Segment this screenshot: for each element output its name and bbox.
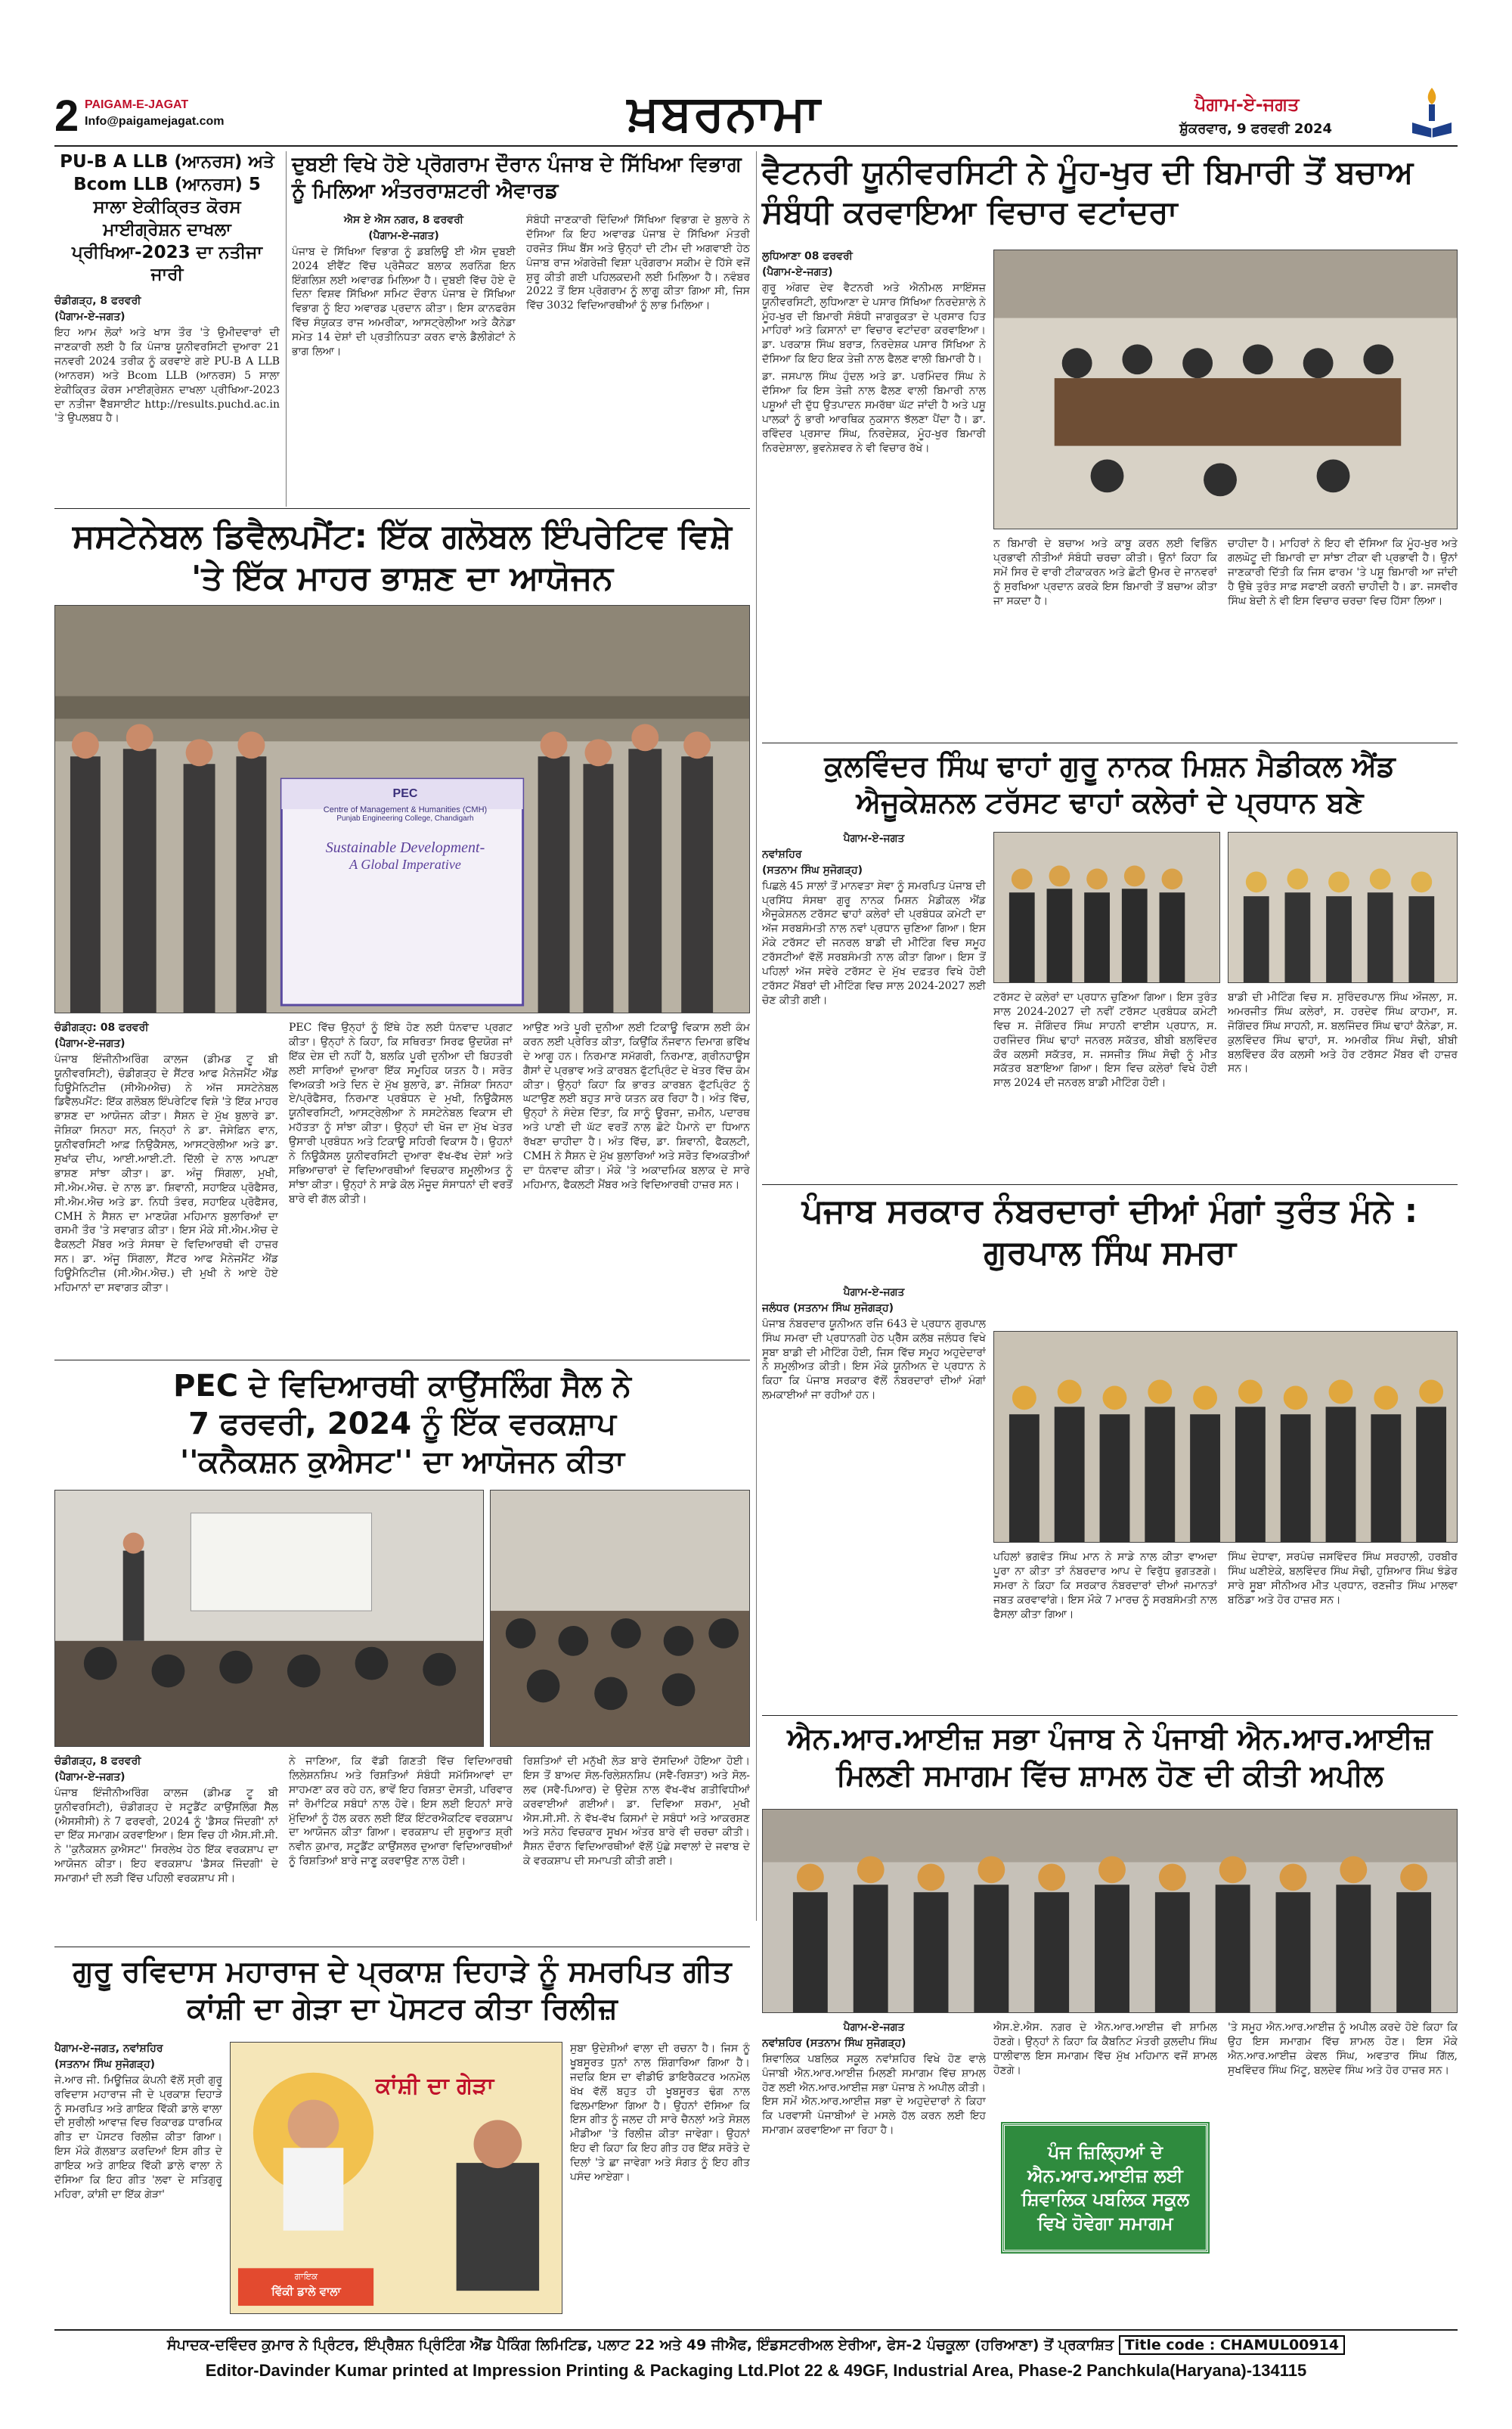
footer-title-code: Title code : CHAMUL00914 bbox=[1119, 2335, 1345, 2355]
sustainable-col1 bbox=[54, 1021, 278, 1354]
footer-rule bbox=[54, 2329, 1458, 2331]
section-title: ਖ਼ਬਰਨਾਮਾ bbox=[627, 83, 822, 142]
pu-result-source: (ਪੈਗਾਮ-ਏ-ਜਗਤ) bbox=[54, 311, 125, 324]
pec-headline-line3: ''ਕਨੈਕਸ਼ਨ ਕੁਐਸਟ'' ਦਾ ਆਯੋਜਨ ਕੀਤਾ bbox=[179, 1444, 624, 1479]
email-address: Info@paigamejagat.com bbox=[85, 115, 225, 128]
sarkar-col2-text: ਪਹਿਲਾਂ ਭਗਵੰਤ ਸਿੰਘ ਮਾਨ ਨੇ ਸਾਡੇ ਨਾਲ ਕੀਤਾ ਵਾਅਦਾ ਪੂਰਾ ਨਾ ਕੀਤਾ ਤਾਂ ਨੰਬਰਦਾਰ ਆਪ ਦੇ ਵਿਰੁੱਧ ਭੁਗਤਣਗੇ। ਸਮਰਾ ਨੇ ਕਿਹਾ ਕਿ ਸਰਕਾਰ ਨੰਬਰਦਾਰਾਂ ਦੀਆਂ ਜਮਾਨਤਾਂ ਜਬਤ ਕਰਵਾਵਾਂਗੇ। ਇਸ ਮੌਕੇ 7 ਮਾਰਚ ਨੂੰ ਸਰਬਸੰਮਤੀ ਨਾਲ ਫੈਸਲਾ ਕੀਤਾ ਗਿਆ। bbox=[993, 1551, 1217, 1621]
sarkar-col1 bbox=[762, 1286, 986, 1709]
pu-result-body: ਇਹ ਆਮ ਲੋਕਾਂ ਅਤੇ ਖਾਸ ਤੌਰ 'ਤੇ ਉਮੀਦਵਾਰਾਂ ਦੀ ਜਾਣਕਾਰੀ ਲਈ ਹੈ ਕਿ ਪੰਜਾਬ ਯੂਨੀਵਰਸਿਟੀ ਦੁਆਰਾ 21 ਜਨਵਰੀ 2024 ਤਰੀਕ ਨੂੰ ਕਰਵਾਏ ਗਏ PU-B A LLB (ਆਨਰਸ) ਅਤੇ Bcom LLB (ਆਨਰਸ) 5 ਸਾਲਾ ਏਕੀਕ੍ਰਿਤ ਕੋਰਸ ਮਾਈਗ੍ਰੇਸ਼ਨ ਦਾਖਲਾ ਪ੍ਰੀਖਿਆ-2023 ਦਾ ਨਤੀਜਾ ਵੈੱਬਸਾਈਟ http://results.puchd.ac.in 'ਤੇ ਉਪਲਬਧ ਹੈ। bbox=[54, 327, 280, 425]
poster-title: ਕਾਂਸ਼ੀ ਦਾ ਗੇੜਾ bbox=[375, 2073, 494, 2099]
pec-workshop-headline bbox=[54, 1367, 750, 1481]
nri-source: ਨਵਾਂਸ਼ਹਿਰ (ਸਤਨਾਮ ਸਿੰਘ ਸੁਜੋਗੜ੍ਹ) bbox=[762, 2037, 906, 2049]
ravidas-song-poster bbox=[230, 2042, 562, 2314]
sustainable-col2-text: PEC ਵਿੱਚ ਉਨ੍ਹਾਂ ਨੂੰ ਇੱਥੇ ਹੋਣ ਲਈ ਧੰਨਵਾਦ ਪ੍ਰਗਟ ਕੀਤਾ। ਉਨ੍ਹਾਂ ਨੇ ਕਿਹਾ, ਕਿ ਸਥਿਰਤਾ ਸਿਰਫ ਉਦਯੋਗ ਜਾਂ ਇੱਕ ਦੇਸ਼ ਦੀ ਨਹੀਂ ਹੈ, ਬਲਕਿ ਪੂਰੀ ਦੁਨੀਆ ਦੀ ਬਿਹਤਰੀ ਲਈ ਸਾਰਿਆਂ ਦੁਆਰਾ ਇੱਕ ਸਮੂਹਿਕ ਯਤਨ ਹੈ। ਸਰੋਤ ਵਿਅਕਤੀ ਅਤੇ ਦਿਨ ਦੇ ਮੁੱਖ ਬੁਲਾਰੇ, ਡਾ. ਜੋਸ਼ਿਕਾ ਸਿਨਹਾ ਏ/ਪ੍ਰੋਫੈਸਰ, ਨਿਰਮਾਣ ਪ੍ਰਬੰਧਨ ਦੇ ਮੁਖੀ, ਨਿਊਕੈਸਲ ਯੂਨੀਵਰਸਿਟੀ, ਆਸਟ੍ਰੇਲੀਆ ਨੇ ਸਸਟੇਨੇਬਲ ਵਿਕਾਸ ਦੀ ਮਹੱਤਤਾ ਨੂੰ ਸਾਂਝਾ ਕੀਤਾ। ਉਨ੍ਹਾਂ ਦੀ ਖੋਜ ਦਾ ਮੁੱਖ ਖੇਤਰ ਉਸਾਰੀ ਪ੍ਰਬੰਧਨ ਅਤੇ ਟਿਕਾਊ ਸਹਿਰੀ ਵਿਕਾਸ ਹੈ। ਉਹਨਾਂ ਨੇ ਨਿਊਕੈਸਲ ਯੂਨੀਵਰਸਿਟੀ ਦੁਆਰਾ ਵੱਖ-ਵੱਖ ਦੇਸ਼ਾਂ ਅਤੇ ਸਭਿਆਚਾਰਾਂ ਦੇ ਵਿਦਿਆਰਥੀਆਂ ਵਿਚਕਾਰ ਸ਼ਮੂਲੀਅਤ ਨੂੰ ਸਾਂਝਾ ਕੀਤਾ। ਉਨ੍ਹਾਂ ਨੇ ਸਾਡੇ ਕੋਲ ਮੌਜੂਦ ਸੰਸਾਧਨਾਂ ਦੀ ਵਰਤੋਂ ਬਾਰੇ ਵੀ ਗੱਲ ਕੀਤੀ। bbox=[289, 1022, 513, 1205]
torch-book-logo-icon bbox=[1408, 85, 1456, 138]
guru-ravidas-headline: ਗੁਰੂ ਰਵਿਦਾਸ ਮਹਾਰਾਜ ਦੇ ਪ੍ਰਕਾਸ਼ ਦਿਹਾੜੇ ਨੂੰ ਸਮਰਪਿਤ ਗੀਤ ਕਾਂਸ਼ੀ ਦਾ ਗੇੜਾ ਦਾ ਪੋਸਟਰ ਕੀਤਾ ਰਿਲੀਜ਼ bbox=[73, 1955, 732, 2026]
paper-name-punjabi: ਪੈਗਾਮ-ਏ-ਜਗਤ bbox=[1194, 94, 1300, 115]
nri-highlight-box: ਪੰਜ ਜ਼ਿਲ੍ਹਿਆਂ ਦੇ ਐਨ.ਆਰ.ਆਈਜ਼ ਲਈ ਸ਼ਿਵਾਲਿਕ ਪਬਲਿਕ ਸਕੂਲ ਵਿਖੇ ਹੋਵੇਗਾ ਸਮਾਗਮ bbox=[1002, 2123, 1208, 2252]
vet-col1-text: ਗੁਰੂ ਅੰਗਦ ਦੇਵ ਵੈਟਨਰੀ ਅਤੇ ਐਨੀਮਲ ਸਾਇੰਸਜ਼ ਯੂਨੀਵਰਸਿਟੀ, ਲੁਧਿਆਣਾ ਦੇ ਪਸਾਰ ਸਿੱਖਿਆ ਨਿਰਦੇਸ਼ਾਲੇ ਨੇ ਮੂੰਹ-ਖੁਰ ਦੀ ਬਿਮਾਰੀ ਸੰਬੰਧੀ ਜਾਗਰੂਕਤਾ ਦੇ ਪ੍ਰਸਾਰ ਹਿਤ ਮਾਹਿਰਾਂ ਅਤੇ ਕਿਸਾਨਾਂ ਦਾ ਵਿਚਾਰ ਵਟਾਂਦਰਾ ਕਰਵਾਇਆ। ਡਾ. ਪਰਕਾਸ਼ ਸਿੰਘ ਬਰਾੜ, ਨਿਰਦੇਸ਼ਕ ਪਸਾਰ ਸਿੱਖਿਆ ਨੇ ਦੱਸਿਆ ਕਿ ਇਹ ਇਕ ਤੇਜ਼ੀ ਨਾਲ ਫੈਲਣ ਵਾਲੀ ਬਿਮਾਰੀ ਹੈ। bbox=[762, 281, 986, 366]
pu-result-headline: PU-B A LLB (ਆਨਰਸ) ਅਤੇ Bcom LLB (ਆਨਰਸ) 5 ਸਾਲਾ ਏਕੀਕ੍ਰਿਤ ਕੋਰਸ ਮਾਈਗ੍ਰੇਸ਼ਨ ਦਾਖਲਾ ਪ੍ਰੀਖਿਆ-2023 ਦਾ ਨਤੀਜਾ ਜਾਰੀ bbox=[60, 152, 274, 285]
vet-col3 bbox=[1228, 537, 1458, 741]
dubai-dateline: ਐਸ ਏ ਐਸ ਨਗਰ, 8 ਫਰਵਰੀ bbox=[343, 214, 464, 226]
kulwinder-place: ਨਵਾਂਸ਼ਹਿਰ bbox=[762, 848, 802, 861]
sustainable-group-photo bbox=[54, 605, 750, 1013]
footer bbox=[0, 2337, 1512, 2381]
nri-col1 bbox=[762, 2021, 986, 2316]
vet-col2 bbox=[993, 537, 1217, 741]
pec-col1-text: ਪੰਜਾਬ ਇੰਜੀਨੀਅਰਿੰਗ ਕਾਲਜ (ਡੀਮਡ ਟੂ ਬੀ ਯੂਨੀਵਰਸਿਟੀ), ਚੰਡੀਗੜ੍ਹ ਦੇ ਸਟੂਡੈਂਟ ਕਾਉਂਸਲਿੰਗ ਸੈੱਲ (ਐਸਸੀਸੀ) ਨੇ 7 ਫਰਵਰੀ, 2024 ਨੂੰ 'ਡੈਸਕ ਜਿੰਦਗੀ' ਨਾਂ ਦਾ ਇੱਕ ਸਮਾਗਮ ਕਰਵਾਇਆ। ਇਸ ਵਿਚ ਹੀ ਐਸ.ਸੀ.ਸੀ. ਨੇ ''ਕੁਨੈਕਸ਼ਨ ਕੁਐਸਟ'' ਸਿਰਲੇਖ ਹੇਠ ਇੱਕ ਵਰਕਸ਼ਾਪ ਦਾ ਆਯੋਜਨ ਕੀਤਾ। ਇਹ ਵਰਕਸ਼ਾਪ 'ਡੈਸਕ ਜਿੰਦਗੀ' ਦੇ ਸਮਾਗਮਾਂ ਦੀ ਲੜੀ ਵਿੱਚ ਪਹਿਲੀ ਵਰਕਸ਼ਾਪ ਸੀ। bbox=[54, 1786, 278, 1885]
pec-col2-text: ਨੇ ਜਾਣਿਆ, ਕਿ ਵੱਡੀ ਗਿਣਤੀ ਵਿੱਚ ਵਿਦਿਆਰਥੀ ਲਿਲੇਸ਼ਨਸ਼ਿਪ ਅਤੇ ਰਿਸ਼ਤਿਆਂ ਸੰਬੰਧੀ ਸਮੱਸਿਆਵਾਂ ਦਾ ਸਾਹਮਣਾ ਕਰ ਰਹੇ ਹਨ, ਭਾਵੇਂ ਇਹ ਰਿਸ਼ਤਾ ਦੋਸਤੀ, ਪਰਿਵਾਰ ਜਾਂ ਰੋਮਾਂਟਿਕ ਸਬੰਧਾਂ ਨਾਲ ਹੋਵੇ। ਇਸ ਲਈ ਇਹਨਾਂ ਸਾਰੇ ਮੁੱਦਿਆਂ ਨੂੰ ਹੱਲ ਕਰਨ ਲਈ ਇੱਕ ਇੰਟਰਐਕਟਿਵ ਵਰਕਸ਼ਾਪ ਦਾ ਆਯੋਜਨ ਕੀਤਾ ਗਿਆ। ਵਰਕਸ਼ਾਪ ਦੀ ਸ਼ੁਰੂਆਤ ਸ਼੍ਰੀ ਨਵੀਨ ਕੁਮਾਰ, ਸਟੂਡੈਂਟ ਕਾਉਂਸਲਰ ਦੁਆਰਾ ਵਿਦਿਆਰਥੀਆਂ ਨੂੰ ਰਿਸ਼ਤਿਆਂ ਬਾਰੇ ਜਾਣੂ ਕਰਵਾਉਣ ਨਾਲ ਹੋਈ। bbox=[289, 1755, 513, 1868]
footer-publisher-line bbox=[0, 2337, 1512, 2353]
nri-col3-text: 'ਤੇ ਸਮੂਹ ਐਨ.ਆਰ.ਆਈਜ਼ ਨੂੰ ਅਪੀਲ ਕਰਦੇ ਹੋਏ ਕਿਹਾ ਕਿ ਉਹ ਇਸ ਸਮਾਗਮ ਵਿੱਚ ਸ਼ਾਮਲ ਹੋਣ। ਇਸ ਮੌਕੇ ਐਨ.ਆਰ.ਆਈਜ਼ ਕੇਵਲ ਸਿੰਘ, ਅਵਤਾਰ ਸਿੰਘ ਗਿੱਲ, ਸੁਖਵਿੰਦਰ ਸਿੰਘ ਮਿੱਟੂ, ਬਲਦੇਵ ਸਿੰਘ ਅਤੇ ਹੋਰ ਹਾਜ਼ਰ ਸਨ। bbox=[1228, 2021, 1458, 2077]
ravidas-dateline: ਪੈਗਾਮ-ਏ-ਜਗਤ, ਨਵਾਂਸ਼ਹਿਰ bbox=[54, 2043, 163, 2055]
pu-result-article bbox=[54, 151, 280, 505]
footer-publisher-pa: ਸੰਪਾਦਕ-ਦਵਿੰਦਰ ਕੁਮਾਰ ਨੇ ਪ੍ਰਿੰਟਰ, ਇੰਪ੍ਰੈਸ਼ਨ ਪ੍ਰਿੰਟਿੰਗ ਐਂਡ ਪੈਕਿੰਗ ਲਿਮਿਟਿਡ, ਪਲਾਟ 22 ਅਤੇ 49 ਜੀਐਫ, ਇੰਡਸਟਰੀਅਲ ਏਰੀਆ, ਫੇਸ-2 ਪੰਚਕੂਲਾ (ਹਰਿਆਣਾ) ਤੋਂ ਪ੍ਰਕਾਸ਼ਿਤ bbox=[166, 2337, 1114, 2353]
column-divider bbox=[756, 151, 757, 1921]
sustainable-col3-text: ਆਉਣ ਅਤੇ ਪੂਰੀ ਦੁਨੀਆ ਲਈ ਟਿਕਾਊ ਵਿਕਾਸ ਲਈ ਕੰਮ ਕਰਨ ਲਈ ਪ੍ਰੇਰਿਤ ਕੀਤਾ, ਕਿਉਂਕਿ ਨੌਜਵਾਨ ਦਿਮਾਗ ਭਵਿੱਖ ਦੇ ਆਗੂ ਹਨ। ਨਿਰਮਾਣ ਸਮੱਗਰੀ, ਨਿਰਮਾਣ, ਗ੍ਰੀਨਹਾਊਸ ਗੈਸਾਂ ਦੇ ਪ੍ਰਭਾਵ ਅਤੇ ਕਾਰਬਨ ਫੁੱਟਪ੍ਰਿੰਟ ਦੇ ਖੇਤਰ ਵਿੱਚ ਕੰਮ ਕੀਤਾ। ਉਨ੍ਹਾਂ ਕਿਹਾ ਕਿ ਭਾਰਤ ਕਾਰਬਨ ਫੁੱਟਪ੍ਰਿੰਟ ਨੂੰ ਘਟਾਉਣ ਲਈ ਬਹੁਤ ਸਾਰੇ ਯਤਨ ਕਰ ਰਿਹਾ ਹੈ। ਅੰਤ ਵਿੱਚ, ਉਨ੍ਹਾਂ ਨੇ ਸੰਦੇਸ਼ ਦਿੱਤਾ, ਕਿ ਸਾਨੂੰ ਊਰਜਾ, ਜ਼ਮੀਨ, ਪਦਾਰਥ ਅਤੇ ਪਾਣੀ ਦੀ ਘੱਟ ਵਰਤੋਂ ਨਾਲ ਛੋਟੇ ਪੈਮਾਨੇ ਦਾ ਧਿਆਨ ਰੱਖਣਾ ਚਾਹੀਦਾ ਹੈ। ਅੰਤ ਵਿੱਚ, ਡਾ. ਸ਼ਿਵਾਨੀ, ਫੈਕਲਟੀ, CMH ਨੇ ਸੈਸ਼ਨ ਦੇ ਮੁੱਖ ਬੁਲਾਰਿਆਂ ਅਤੇ ਸਰੋਤ ਵਿਅਕਤੀਆਂ ਦਾ ਧੰਨਵਾਦ ਕੀਤਾ। ਮੌਕੇ 'ਤੇ ਅਕਾਦਮਿਕ ਬਲਾਕ ਦੇ ਸਾਰੇ ਮਹਿਮਾਨ, ਫੈਕਲਟੀ ਮੈਂਬਰ ਅਤੇ ਵਿਦਿਆਰਥੀ ਹਾਜ਼ਰ ਸਨ। bbox=[523, 1022, 750, 1191]
poster-singer-name: ਵਿੱਕੀ ਡਾਲੇ ਵਾਲਾ bbox=[271, 2285, 341, 2298]
pec-col1 bbox=[54, 1754, 278, 1940]
dubai-source: (ਪੈਗਾਮ-ਏ-ਜਗਤ) bbox=[368, 229, 439, 242]
page-number: 2 bbox=[54, 92, 79, 141]
kulwinder-col2-text: ਟਰੱਸਟ ਦੇ ਕਲੇਰਾਂ ਦਾ ਪ੍ਰਧਾਨ ਚੁਣਿਆ ਗਿਆ। ਇਸ ਤੁਰੰਤ ਸਾਲ 2024-2027 ਦੀ ਨਵੀਂ ਟਰੱਸਟ ਪ੍ਰਬੰਧਕ ਕਮੇਟੀ ਵਿਚ ਸ. ਜੋਗਿੰਦਰ ਸਿੰਘ ਸਾਹਨੀ ਵਾਈਸ ਪ੍ਰਧਾਨ, ਸ. ਹਰਜਿੰਦਰ ਸਿੰਘ ਢਾਹਾਂ ਜਨਰਲ ਸਕੱਤਰ, ਬੀਬੀ ਬਲਵਿੰਦਰ ਕੌਰ ਕਲਸੀ ਸਕੱਤਰ, ਸ. ਜਸਜੀਤ ਸਿੰਘ ਸੋਢੀ ਨੂੰ ਮੀਤ ਸਕੱਤਰ ਬਣਾਇਆ ਗਿਆ। ਇਸ ਵਿਚ ਕਲੇਰਾਂ ਵਿਖੇ ਹੋਈ ਸਾਲ 2024 ਦੀ ਜਨਰਲ ਬਾਡੀ ਮੀਟਿੰਗ ਹੋਈ। bbox=[993, 991, 1217, 1090]
kulwinder-photo-right bbox=[1228, 832, 1458, 983]
punjab-sarkar-headline: ਪੰਜਾਬ ਸਰਕਾਰ ਨੰਬਰਦਾਰਾਂ ਦੀਆਂ ਮੰਗਾਂ ਤੁਰੰਤ ਮੰਨੇ : ਗੁਰਪਾਲ ਸਿੰਘ ਸਮਰਾ bbox=[801, 1192, 1418, 1272]
pec-workshop-photo-left bbox=[54, 1490, 484, 1747]
nri-col1-text: ਸ਼ਿਵਾਲਿਕ ਪਬਲਿਕ ਸਕੂਲ ਨਵਾਂਸ਼ਹਿਰ ਵਿਖੇ ਹੋਣ ਵਾਲੇ ਪੰਜਾਬੀ ਐਨ.ਆਰ.ਆਈਜ਼ ਮਿਲਣੀ ਸਮਾਗਮ ਵਿੱਚ ਸ਼ਾਮਲ ਹੋਣ ਲਈ ਐਨ.ਆਰ.ਆਈਜ਼ ਸਭਾ ਪੰਜਾਬ ਨੇ ਅਪੀਲ ਕੀਤੀ। ਇਸ ਸਮੇਂ ਐਨ.ਆਰ.ਆਈਜ਼ ਸਭਾ ਦੇ ਅਹੁਦੇਦਾਰਾਂ ਨੇ ਕਿਹਾ ਕਿ ਪਰਵਾਸੀ ਪੰਜਾਬੀਆਂ ਦੇ ਮਸਲੇ ਹੱਲ ਕਰਨ ਲਈ ਇਹ ਸਮਾਗਮ ਕਰਵਾਇਆ ਜਾ ਰਿਹਾ ਹੈ। bbox=[762, 2052, 986, 2137]
kulwinder-source: (ਸਤਨਾਮ ਸਿੰਘ ਸੁਜੋਗੜ੍ਹ) bbox=[762, 864, 863, 876]
ravidas-source: (ਸਤਨਾਮ ਸਿੰਘ ਸੁਜੋਗੜ੍ਹ) bbox=[54, 2058, 155, 2071]
vet-source: (ਪੈਗਾਮ-ਏ-ਜਗਤ) bbox=[762, 265, 833, 278]
ravidas-col2-text: ਸੁਬਾ ਉਦੇਸ਼ੀਆਂ ਵਾਲਾ ਦੀ ਰਚਨਾ ਹੈ। ਜਿਸ ਨੂੰ ਖੂਬਸੂਰਤ ਧੁਨਾਂ ਨਾਲ ਸ਼ਿੰਗਾਰਿਆ ਗਿਆ ਹੈ। ਜਦਕਿ ਇਸ ਦਾ ਵੀਡੀਓ ਡਾਇਰੈਕਟਰ ਅਨਮੋਲ ਖੱਖ ਵੱਲੋਂ ਬਹੁਤ ਹੀ ਖੂਬਸੂਰਤ ਢੰਗ ਨਾਲ ਫਿਲਮਾਇਆ ਗਿਆ ਹੈ। ਉਹਨਾਂ ਦੱਸਿਆ ਕਿ ਇਸ ਗੀਤ ਨੂੰ ਜਲਦ ਹੀ ਸਾਰੇ ਚੈਨਲਾਂ ਅਤੇ ਸੋਸ਼ਲ ਮੀਡੀਆ 'ਤੇ ਰਿਲੀਜ਼ ਕੀਤਾ ਜਾਵੇਗਾ। ਉਹਨਾਂ ਇਹ ਵੀ ਕਿਹਾ ਕਿ ਇਹ ਗੀਤ ਹਰ ਇੱਕ ਸਰੋਤੇ ਦੇ ਦਿਲਾਂ 'ਤੇ ਛਾ ਜਾਵੇਗਾ ਅਤੇ ਸੰਗਤ ਨੂੰ ਇਹ ਗੀਤ ਪਸੰਦ ਆਏਗਾ। bbox=[570, 2043, 750, 2184]
kulwinder-col2 bbox=[993, 991, 1217, 1180]
ravidas-col2 bbox=[570, 2042, 750, 2314]
pec-headline-line2: 7 ਫਰਵਰੀ, 2024 ਨੂੰ ਇੱਕ ਵਰਕਸ਼ਾਪ bbox=[188, 1407, 616, 1441]
sustainable-col1-text: ਪੰਜਾਬ ਇੰਜੀਨੀਅਰਿੰਗ ਕਾਲਜ (ਡੀਮਡ ਟੂ ਬੀ ਯੂਨੀਵਰਸਿਟੀ), ਚੰਡੀਗੜ੍ਹ ਦੇ ਸੈਂਟਰ ਆਫ ਮੈਨੇਜਮੈਂਟ ਐਂਡ ਹਿਊਮੈਨਿਟੀਜ਼ (ਸੀਐਮਐਚ) ਨੇ ਅੱਜ ਸਸਟੇਨੇਬਲ ਡਿਵੈਲਪਮੈਂਟ: ਇੱਕ ਗਲੋਬਲ ਇੰਪਰੇਟਿਵ ਵਿਸ਼ੇ 'ਤੇ ਇੱਕ ਮਾਹਰ ਭਾਸ਼ਣ ਦਾ ਆਯੋਜਨ ਕੀਤਾ। ਸੈਸ਼ਨ ਦੇ ਮੁੱਖ ਬੁਲਾਰੇ ਡਾ. ਜੋਸ਼ਿਕਾ ਸਿਨਹਾ ਸਨ, ਜਿਨ੍ਹਾਂ ਨੇ ਡਾ. ਜੋਸੇਫ਼ਿਨ ਵਾਨ, ਯੂਨੀਵਰਸਿਟੀ ਆਫ਼ ਨਿਉਕੈਸਲ, ਆਸਟ੍ਰੇਲੀਆ ਅਤੇ ਡਾ. ਸੁਖਾਂਕ ਦੀਪ, ਆਈ.ਆਈ.ਟੀ. ਦਿੱਲੀ ਦੇ ਨਾਲ ਆਪਣਾ ਭਾਸ਼ਣ ਸਾਂਝਾ ਕੀਤਾ। ਡਾ. ਅੰਜੂ ਸਿੰਗਲਾ, ਮੁਖੀ, ਸੀ.ਐਮ.ਐਚ. ਦੇ ਨਾਲ ਡਾ. ਸ਼ਿਵਾਨੀ, ਸਹਾਇਕ ਪ੍ਰੋਫੈਸਰ, ਸੀ.ਐਮ.ਐਚ ਅਤੇ ਡਾ. ਨਿਧੀ ਤੰਵਰ, ਸਹਾਇਕ ਪ੍ਰੋਫੈਸਰ, CMH ਨੇ ਸੈਸ਼ਨ ਦਾ ਮਾਣਯੋਗ ਮਹਿਮਾਨ ਬੁਲਾਰਿਆਂ ਦਾ ਰਸਮੀ ਤੌਰ 'ਤੇ ਸਵਾਗਤ ਕੀਤਾ। ਇਸ ਮੌਕੇ ਸੀ.ਐਮ.ਐਚ ਦੇ ਫੈਕਲਟੀ ਮੈਂਬਰ ਅਤੇ ਸੰਸਥਾ ਦੇ ਵਿਦਿਆਰਥੀ ਵੀ ਹਾਜ਼ਰ ਸਨ। ਡਾ. ਅੰਜੂ ਸਿੰਗਲਾ, ਸੈਂਟਰ ਆਫ ਮੈਨੇਜਮੈਂਟ ਐਂਡ ਹਿਊਮੈਨਿਟੀਜ਼ (ਸੀ.ਐਮ.ਐਚ.) ਦੀ ਮੁਖੀ ਨੇ ਆਏ ਹੋਏ ਮਹਿਮਾਨਾਂ ਦਾ ਸਵਾਗਤ ਕੀਤਾ। bbox=[54, 1053, 278, 1295]
sarkar-dateline: ਪੈਗਾਮ-ਏ-ਜਗਤ bbox=[843, 1286, 905, 1298]
kulwinder-col3 bbox=[1228, 991, 1458, 1180]
pu-result-dateline: ਚੰਡੀਗੜ੍ਹ, 8 ਫਰਵਰੀ bbox=[54, 295, 141, 308]
vet-col1-more: ਡਾ. ਜਸਪਾਲ ਸਿੰਘ ਹੁੰਦਲ ਅਤੇ ਡਾ. ਪਰਮਿੰਦਰ ਸਿੰਘ ਨੇ ਦੱਸਿਆ ਕਿ ਇਸ ਤੇਜ਼ੀ ਨਾਲ ਫੈਲਣ ਵਾਲੀ ਬਿਮਾਰੀ ਨਾਲ ਪਸ਼ੂਆਂ ਦੀ ਦੁੱਧ ਉਤਪਾਦਨ ਸਮਰੱਥਾ ਘੱਟ ਜਾਂਦੀ ਹੈ ਅਤੇ ਪਸ਼ੂ ਪਾਲਕਾਂ ਨੂੰ ਭਾਰੀ ਆਰਥਿਕ ਨੁਕਸਾਨ ਝੱਲਣਾ ਪੈਂਦਾ ਹੈ। ਡਾ. ਰਵਿੰਦਰ ਪ੍ਰਸਾਦ ਸਿੰਘ, ਨਿਰਦੇਸ਼ਕ, ਮੂੰਹ-ਖੁਰ ਬਿਮਾਰੀ ਨਿਰਦੇਸ਼ਾਲਾ, ਭੁਵਨੇਸ਼ਵਰ ਨੇ ਵੀ ਵਿਚਾਰ ਰੱਖੇ। bbox=[762, 371, 986, 454]
dubai-col1-text: ਪੰਜਾਬ ਦੇ ਸਿੱਖਿਆ ਵਿਭਾਗ ਨੂੰ ਡਬਲਿਊ ਈ ਐਸ ਦੁਬਈ 2024 ਈਵੈਂਟ ਵਿੱਚ ਪ੍ਰੋਜੈਕਟ ਬਲਾਕ ਲਰਨਿੰਗ ਇਨ ਇੰਗਲਿਸ਼ ਲਈ ਅਵਾਰਡ ਮਿਲਿਆ ਹੈ। ਦੁਬਈ ਵਿੱਚ ਹੋਏ ਦੋ ਦਿਨਾ ਵਿਸ਼ਵ ਸਿੱਖਿਆ ਸਮਿਟ ਦੌਰਾਨ ਪੰਜਾਬ ਦੇ ਸਿੱਖਿਆ ਵਿਭਾਗ ਨੂੰ ਇਹ ਅਵਾਰਡ ਪ੍ਰਦਾਨ ਕੀਤਾ। ਇਸ ਕਾਨਫਰੰਸ ਵਿੱਚ ਸੰਯੁਕਤ ਰਾਜ ਅਮਰੀਕਾ, ਆਸਟ੍ਰੇਲੀਆ ਅਤੇ ਕੈਨੇਡਾ ਸਮੇਤ 14 ਦੇਸ਼ਾਂ ਦੀ ਪ੍ਰਤੀਨਿਧਤਾ ਕਰਨ ਵਾਲੇ ਡੈਲੀਗੇਟਾਂ ਨੇ ਭਾਗ ਲਿਆ। bbox=[292, 245, 516, 358]
sustainable-source: (ਪੈਗਾਮ-ਏ-ਜਗਤ) bbox=[54, 1037, 125, 1050]
pec-workshop-photo-right bbox=[490, 1490, 750, 1747]
ravidas-col1-text: ਜੇ.ਆਰ ਜੀ. ਮਿਊਜ਼ਿਕ ਕੰਪਨੀ ਵੱਲੋਂ ਸ੍ਰੀ ਗੁਰੂ ਰਵਿਦਾਸ ਮਹਾਰਾਜ ਜੀ ਦੇ ਪ੍ਰਕਾਸ਼ ਦਿਹਾੜੇ ਨੂੰ ਸਮਰਪਿਤ ਅਤੇ ਗਾਇਕ ਵਿੱਕੀ ਡਾਲੇ ਵਾਲਾ ਦੀ ਸੁਰੀਲੀ ਆਵਾਜ਼ ਵਿਚ ਰਿਕਾਰਡ ਧਾਰਮਿਕ ਗੀਤ ਦਾ ਪੋਸਟਰ ਰਿਲੀਜ਼ ਕੀਤਾ ਗਿਆ। ਇਸ ਮੌਕੇ ਗੱਲਬਾਤ ਕਰਦਿਆਂ ਇਸ ਗੀਤ ਦੇ ਗਾਇਕ ਅਤੇ ਗਾਇਕ ਵਿੱਕੀ ਡਾਲੇ ਵਾਲਾ ਨੇ ਦੱਸਿਆ ਕਿ ਇਹ ਗੀਤ 'ਲਵਾ ਦੇ ਸਤਿਗੁਰੂ ਮਹਿਰਾ, ਕਾਂਸ਼ੀ ਦਾ ਇੱਕ ਗੇੜਾ' bbox=[54, 2074, 222, 2201]
pec-col3 bbox=[523, 1754, 750, 1940]
dubai-col2-text: ਸੰਬੰਧੀ ਜਾਣਕਾਰੀ ਦਿੰਦਿਆਂ ਸਿੱਖਿਆ ਵਿਭਾਗ ਦੇ ਬੁਲਾਰੇ ਨੇ ਦੱਸਿਆ ਕਿ ਇਹ ਅਵਾਰਡ ਪੰਜਾਬ ਦੇ ਸਿੱਖਿਆ ਮੰਤਰੀ ਹਰਜੋਤ ਸਿੰਘ ਬੈਂਸ ਅਤੇ ਉਨ੍ਹਾਂ ਦੀ ਟੀਮ ਦੀ ਅਗਵਾਈ ਹੇਠ ਪੰਜਾਬ ਰਾਜ ਅੰਗਰੇਜ਼ੀ ਵਿਸ਼ਾ ਪ੍ਰੋਗਰਾਮ ਸਕੀਮ ਦੇ ਹਿੱਸੇ ਵਜੋਂ ਸ਼ੁਰੂ ਕੀਤੀ ਗਈ ਪਹਿਲਕਦਮੀ ਲਈ ਮਿਲਿਆ ਹੈ। ਨਵੰਬਰ 2022 ਤੋਂ ਇਸ ਪ੍ਰੋਗਰਾਮ ਨੂੰ ਲਾਗੂ ਕੀਤਾ ਗਿਆ ਸੀ, ਜਿਸ ਵਿੱਚ 3032 ਵਿਦਿਆਰਥੀਆਂ ਨੂੰ ਲਾਭ ਮਿਲਿਆ। bbox=[526, 214, 750, 312]
footer-printer-line: Editor-Davinder Kumar printed at Impression Printing & Packaging Ltd.Plot 22 & 49GF, Industrial Area, Phase-2 Panchkula(Haryana)-134115 bbox=[205, 2361, 1307, 2380]
section-rule bbox=[54, 508, 750, 509]
pec-col3-text: ਰਿਸ਼ਤਿਆਂ ਦੀ ਮਨੁੱਖੀ ਲੋੜ ਬਾਰੇ ਦੱਸਦਿਆਂ ਹੋਇਆ ਹੋਈ। ਇਸ ਤੋਂ ਬਾਅਦ ਸੋਲ-ਰਿਲੇਸ਼ਨਸ਼ਿਪ (ਸਵੈ-ਰਿਸ਼ਤਾ) ਅਤੇ ਸੋਲ-ਲਵ (ਸਵੈ-ਪਿਆਰ) ਦੇ ਉਦੇਸ਼ ਨਾਲ ਵੱਖ-ਵੱਖ ਗਤੀਵਿਧੀਆਂ ਕਰਵਾਈਆਂ ਗਈਆਂ। ਡਾ. ਦਿਵਿਆ ਸ਼ਰਮਾ, ਮੁਖੀ ਐਸ.ਸੀ.ਸੀ. ਨੇ ਵੱਖ-ਵੱਖ ਕਿਸਮਾਂ ਦੇ ਸਬੰਧਾਂ ਅਤੇ ਆਕਰਸ਼ਣ ਅਤੇ ਸਨੇਹ ਵਿਚਕਾਰ ਸੂਖਮ ਅੰਤਰ ਬਾਰੇ ਵੀ ਚਰਚਾ ਕੀਤੀ। ਸੈਸ਼ਨ ਦੌਰਾਨ ਵਿਦਿਆਰਥੀਆਂ ਵੱਲੋਂ ਪੁੱਛੇ ਸਵਾਲਾਂ ਦੇ ਜਵਾਬ ਦੇ ਕੇ ਵਰਕਸ਼ਾਪ ਦੀ ਸਮਾਪਤੀ ਕੀਤੀ ਗਈ। bbox=[523, 1755, 750, 1868]
nri-sabha-headline: ਐਨ.ਆਰ.ਆਈਜ਼ ਸਭਾ ਪੰਜਾਬ ਨੇ ਪੰਜਾਬੀ ਐਨ.ਆਰ.ਆਈਜ਼ ਮਿਲਣੀ ਸਮਾਗਮ ਵਿੱਚ ਸ਼ਾਮਲ ਹੋਣ ਦੀ ਕੀਤੀ ਅਪੀਲ bbox=[787, 1722, 1433, 1793]
dubai-award-article bbox=[292, 151, 750, 505]
banner-topic-1: Sustainable Development- bbox=[325, 839, 485, 856]
vet-col1 bbox=[762, 250, 986, 741]
sarkar-group-photo bbox=[993, 1331, 1458, 1543]
pec-dateline: ਚੰਡੀਗੜ੍ਹ, 8 ਫਰਵਰੀ bbox=[54, 1755, 141, 1767]
vet-univ-headline: ਵੈਟਨਰੀ ਯੂਨੀਵਰਸਿਟੀ ਨੇ ਮੂੰਹ-ਖੁਰ ਦੀ ਬਿਮਾਰੀ ਤੋਂ ਬਚਾਅ ਸੰਬੰਧੀ ਕਰਵਾਇਆ ਵਿਚਾਰ ਵਟਾਂਦਰਾ bbox=[762, 154, 1414, 231]
sarkar-col2 bbox=[993, 1550, 1217, 1709]
banner-centre: Centre of Management & Humanities (CMH) bbox=[323, 805, 488, 814]
masthead-rule bbox=[54, 145, 1458, 147]
poster-singer-label: ਗਾਇਕ bbox=[294, 2271, 318, 2282]
banner-college: Punjab Engineering College, Chandigarh bbox=[336, 814, 474, 823]
nri-sabha-group-photo bbox=[762, 1809, 1458, 2013]
pec-source: (ਪੈਗਾਮ-ਏ-ਜਗਤ) bbox=[54, 1770, 125, 1783]
sustainable-col2 bbox=[289, 1021, 513, 1354]
sarkar-col3 bbox=[1228, 1550, 1458, 1709]
vet-col2-text: ਨ ਬਿਮਾਰੀ ਦੇ ਬਚਾਅ ਅਤੇ ਕਾਬੂ ਕਰਨ ਲਈ ਵਿਭਿੰਨ ਪ੍ਰਭਾਵੀ ਨੀਤੀਆਂ ਸੰਬੰਧੀ ਚਰਚਾ ਕੀਤੀ। ਉਨਾਂ ਕਿਹਾ ਕਿ ਸਮੇਂ ਸਿਰ ਦੋ ਵਾਰੀ ਟੀਕਾਕਰਨ ਅਤੇ ਛੋਟੀ ਉਮਰ ਦੇ ਜਾਨਵਰਾਂ ਨੂੰ ਸੁਰਖਿਆ ਪ੍ਰਦਾਨ ਕਰਕੇ ਇਸ ਬਿਮਾਰੀ ਤੋਂ ਬਚਾਅ ਕੀਤਾ ਜਾ ਸਕਦਾ ਹੈ। bbox=[993, 538, 1217, 607]
vet-meeting-photo bbox=[993, 250, 1458, 529]
nri-dateline: ਪੈਗਾਮ-ਏ-ਜਗਤ bbox=[843, 2021, 905, 2033]
pec-col2 bbox=[289, 1754, 513, 1940]
sarkar-col1-text: ਪੰਜਾਬ ਨੰਬਰਦਾਰ ਯੂਨੀਅਨ ਰਜਿ 643 ਦੇ ਪ੍ਰਧਾਨ ਗੁਰਪਾਲ ਸਿੰਘ ਸਮਰਾ ਦੀ ਪ੍ਰਧਾਨਗੀ ਹੇਠ ਪ੍ਰੈੱਸ ਕਲੱਬ ਜਲੰਧਰ ਵਿਖੇ ਸੂਬਾ ਬਾਡੀ ਦੀ ਮੀਟਿੰਗ ਹੋਈ, ਜਿਸ ਵਿੱਚ ਸਮੂਹ ਅਹੁਦੇਦਾਰਾਂ ਨੇ ਸ਼ਮੂਲੀਅਤ ਕੀਤੀ। ਇਸ ਮੌਕੇ ਯੂਨੀਅਨ ਦੇ ਪ੍ਰਧਾਨ ਨੇ ਕਿਹਾ ਕਿ ਪੰਜਾਬ ਸਰਕਾਰ ਵੱਲੋਂ ਨੰਬਰਦਾਰਾਂ ਦੀਆਂ ਮੰਗਾਂ ਲਮਕਾਈਆਂ ਜਾ ਰਹੀਆਂ ਹਨ। bbox=[762, 1317, 986, 1402]
sustainable-dateline: ਚੰਡੀਗੜ੍ਹ: 08 ਫਰਵਰੀ bbox=[54, 1022, 149, 1034]
vet-dateline: ਲੁਧਿਆਣਾ 08 ਫਰਵਰੀ bbox=[762, 250, 853, 262]
section-rule bbox=[762, 1715, 1458, 1716]
kulwinder-col1-text: ਪਿਛਲੇ 45 ਸਾਲਾਂ ਤੋਂ ਮਾਨਵਤਾ ਸੇਵਾ ਨੂੰ ਸਮਰਪਿਤ ਪੰਜਾਬ ਦੀ ਪ੍ਰਸਿੱਧ ਸੰਸਥਾ ਗੁਰੂ ਨਾਨਕ ਮਿਸ਼ਨ ਮੈਡੀਕਲ ਐਂਡ ਐਜੂਕੇਸ਼ਨਲ ਟਰੱਸਟ ਢਾਹਾਂ ਕਲੇਰਾਂ ਦੀ ਪ੍ਰਬੰਧਕ ਕਮੇਟੀ ਦਾ ਅੱਜ ਸਰਬਸੰਮਤੀ ਨਾਲ ਨਵਾਂ ਪ੍ਰਧਾਨ ਚੁਣਿਆ ਗਿਆ। ਇਸ ਮੌਕੇ ਟਰੱਸਟ ਦੀ ਜਨਰਲ ਬਾਡੀ ਦੀ ਮੀਟਿੰਗ ਵਿਚ ਸਮੂਹ ਟਰੱਸਟੀਆਂ ਵੱਲੋਂ ਸਰਬਸੰਮਤੀ ਨਾਲ ਕੀਤਾ ਗਿਆ। ਇਸ ਤੋਂ ਪਹਿਲਾਂ ਅੱਜ ਸਵੇਰੇ ਟਰੱਸਟ ਦੇ ਮੁੱਖ ਦਫ਼ਤਰ ਵਿਖੇ ਹੋਈ ਟਰੱਸਟ ਮੈਂਬਰਾਂ ਦੀ ਮੀਟਿੰਗ ਵਿਚ ਸਾਲ 2024-2027 ਲਈ ਚੋਣ ਕੀਤੀ ਗਈ। bbox=[762, 879, 986, 1007]
kulwinder-col1 bbox=[762, 832, 986, 1180]
nri-col3 bbox=[1228, 2021, 1458, 2316]
kulwinder-dateline: ਪੈਗਾਮ-ਏ-ਜਗਤ bbox=[843, 833, 905, 845]
sarkar-col3-text: ਸਿੰਘ ਦੇਧਾਵਾ, ਸਰਪੰਚ ਜਸਵਿੰਦਰ ਸਿੰਘ ਸਰਹਾਲੀ, ਹਰਬੀਰ ਸਿੰਘ ਘਣੀਏਕੇ, ਬਲਵਿੰਦਰ ਸਿੰਘ ਸੋਢੀ, ਹੁਸ਼ਿਆਰ ਸਿੰਘ ਝੰਡੇਰ ਸਾਰੇ ਸੂਬਾ ਸੀਨੀਅਰ ਮੀਤ ਪ੍ਰਧਾਨ, ਰਣਜੀਤ ਸਿੰਘ ਮਾਲਵਾ ਬਠਿੰਡਾ ਅਤੇ ਹੋਰ ਹਾਜ਼ਰ ਸਨ। bbox=[1228, 1551, 1458, 1606]
kulwinder-headline: ਕੁਲਵਿੰਦਰ ਸਿੰਘ ਢਾਹਾਂ ਗੁਰੂ ਨਾਨਕ ਮਿਸ਼ਨ ਮੈਡੀਕਲ ਐਂਡ ਐਜੂਕੇਸ਼ਨਲ ਟਰੱਸਟ ਢਾਹਾਂ ਕਲੇਰਾਂ ਦੇ ਪ੍ਰਧਾਨ ਬਣੇ bbox=[824, 749, 1396, 819]
banner-logo: PEC bbox=[392, 787, 418, 800]
ravidas-col1 bbox=[54, 2042, 222, 2314]
dubai-award-headline: ਦੁਬਈ ਵਿਖੇ ਹੋਏ ਪ੍ਰੋਗਰਾਮ ਦੌਰਾਨ ਪੰਜਾਬ ਦੇ ਸਿੱਖਿਆ ਵਿਭਾਗ ਨੂੰ ਮਿਲਿਆ ਅੰਤਰਰਾਸ਼ਟਰੀ ਐਵਾਰਡ bbox=[292, 153, 742, 203]
column-divider bbox=[286, 151, 287, 507]
nri-col2-text: ਐਸ.ਏ.ਐਸ. ਨਗਰ ਦੇ ਐਨ.ਆਰ.ਆਈਜ਼ ਵੀ ਸ਼ਾਮਿਲ ਹੋਣਗੇ। ਉਨ੍ਹਾਂ ਨੇ ਕਿਹਾ ਕਿ ਕੈਬਨਿਟ ਮੰਤਰੀ ਕੁਲਦੀਪ ਸਿੰਘ ਧਾਲੀਵਾਲ ਇਸ ਸਮਾਗਮ ਵਿੱਚ ਮੁੱਖ ਮਹਿਮਾਨ ਵਜੋਂ ਸ਼ਾਮਲ ਹੋਣਗੇ। bbox=[993, 2021, 1217, 2077]
kulwinder-col3-text: ਬਾਡੀ ਦੀ ਮੀਟਿੰਗ ਵਿਚ ਸ. ਸੁਰਿੰਦਰਪਾਲ ਸਿੰਘ ਔਜਲਾ, ਸ. ਅਮਰਜੀਤ ਸਿੰਘ ਕਲੇਰਾਂ, ਸ. ਹਰਦੇਵ ਸਿੰਘ ਕਾਹਮਾ, ਸ. ਜੋਗਿੰਦਰ ਸਿੰਘ ਸਾਹਨੀ, ਸ. ਬਲਜਿੰਦਰ ਸਿੰਘ ਢਾਹਾਂ ਕੈਨੇਡਾ, ਸ. ਕੁਲਵਿੰਦਰ ਸਿੰਘ ਢਾਹਾਂ, ਸ. ਅਮਰੀਕ ਸਿੰਘ ਸੋਢੀ, ਬੀਬੀ ਬਲਵਿੰਦਰ ਕੌਰ ਕਲਸੀ ਅਤੇ ਹੋਰ ਟਰੱਸਟ ਮੈਂਬਰ ਵੀ ਹਾਜ਼ਰ ਸਨ। bbox=[1228, 991, 1458, 1075]
kulwinder-photo-left bbox=[993, 832, 1220, 983]
publication-date: ਸ਼ੁੱਕਰਵਾਰ, 9 ਫਰਵਰੀ 2024 bbox=[1179, 121, 1333, 137]
paper-name-english: PAIGAM-E-JAGAT bbox=[85, 98, 189, 111]
sustainable-col3 bbox=[523, 1021, 750, 1354]
masthead bbox=[0, 0, 1512, 144]
sarkar-source: ਜਲੰਧਰ (ਸਤਨਾਮ ਸਿੰਘ ਸੁਜੋਗੜ੍ਹ) bbox=[762, 1301, 894, 1314]
pec-headline-line1: PEC ਦੇ ਵਿਦਿਆਰਥੀ ਕਾਉਂਸਲਿੰਗ ਸੈਲ ਨੇ bbox=[173, 1369, 631, 1404]
vet-col3-text: ਚਾਹੀਦਾ ਹੈ। ਮਾਹਿਰਾਂ ਨੇ ਇਹ ਵੀ ਦੱਸਿਆ ਕਿ ਮੂੰਹ-ਖੁਰ ਅਤੇ ਗਲਘੋਟੂ ਦੀ ਬਿਮਾਰੀ ਦਾ ਸਾਂਝਾ ਟੀਕਾ ਵੀ ਪ੍ਰਭਾਵੀ ਹੈ। ਉਨਾਂ ਜਾਣਕਾਰੀ ਦਿੱਤੀ ਕਿ ਜਿਸ ਫਾਰਮ 'ਤੇ ਪਸ਼ੂ ਬਿਮਾਰੀ ਆ ਜਾਂਦੀ ਹੈ ਉਥੇ ਤੁਰੰਤ ਸਾਫ਼ ਸਫਾਈ ਕਰਨੀ ਚਾਹੀਦੀ ਹੈ। ਡਾ. ਜਸਵੀਰ ਸਿੰਘ ਬੇਦੀ ਨੇ ਵੀ ਇਸ ਵਿਚਾਰ ਚਰਚਾ ਵਿਚ ਹਿੱਸਾ ਲਿਆ। bbox=[1228, 538, 1458, 607]
banner-topic-2: A Global Imperative bbox=[349, 857, 461, 872]
section-rule bbox=[762, 1184, 1458, 1185]
sustainable-headline: ਸਸਟੇਨੇਬਲ ਡਿਵੈਲਪਮੈਂਟ: ਇੱਕ ਗਲੋਬਲ ਇੰਪਰੇਟਿਵ ਵਿਸ਼ੇ 'ਤੇ ਇੱਕ ਮਾਹਰ ਭਾਸ਼ਣ ਦਾ ਆਯੋਜਨ bbox=[73, 517, 732, 597]
